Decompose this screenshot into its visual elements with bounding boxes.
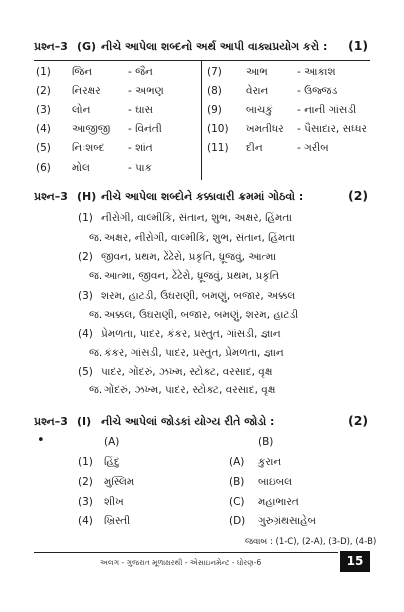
i-answer: જવાબ : (1-C), (2-A), (3-D), (4-B) xyxy=(245,537,377,547)
i-row-num: (1) xyxy=(78,456,93,468)
i-row-key: (B) xyxy=(229,476,245,488)
i-row-num: (4) xyxy=(78,515,93,527)
h-item-num: (1) xyxy=(78,212,93,224)
page-number: 15 xyxy=(340,551,370,572)
g-word: નિઃશબ્દ xyxy=(72,142,105,154)
g-word: જિન xyxy=(72,66,93,78)
h-item-num: (5) xyxy=(78,366,93,378)
table-top-rule xyxy=(34,60,370,61)
section-g-label: પ્રશ્ન–3 xyxy=(34,40,68,53)
g-word: વેરાન xyxy=(246,85,269,97)
g-meaning: - વિનંતી xyxy=(128,123,162,135)
g-num: (5) xyxy=(36,142,51,154)
g-meaning: - આકાશ xyxy=(297,66,336,78)
g-meaning: - પૈસાદાર, સધ્ધર xyxy=(297,123,367,135)
g-num: (9) xyxy=(207,104,222,116)
i-row-key: (A) xyxy=(229,456,245,468)
h-item-question: શરમ, હાટડી, ઉઘરાણી, બમણું, બજાર, અક્કલ xyxy=(101,290,296,302)
section-i-label: પ્રશ્ન–3 xyxy=(34,415,68,428)
g-num: (4) xyxy=(36,123,51,135)
g-num: (1) xyxy=(36,66,51,78)
g-word: મોલ xyxy=(72,162,90,174)
h-item-num: (2) xyxy=(78,251,93,263)
g-num: (8) xyxy=(207,85,222,97)
i-row-left: હિંદુ xyxy=(104,456,120,468)
section-h-code: (H) xyxy=(77,190,97,203)
h-item-answer: કંકર, ગાંસડી, પાદર, પ્રસ્તુત, પ્રેમળતા, જ્ઞાન xyxy=(104,347,284,359)
section-i-marks: (2) xyxy=(348,413,369,428)
table-divider xyxy=(201,60,202,180)
h-answer-prefix: જ. xyxy=(89,232,103,244)
i-row-right: મહાભારત xyxy=(258,496,299,508)
g-meaning: - નાની ગાંસડી xyxy=(297,104,357,116)
g-word: આજીજી xyxy=(72,123,111,135)
section-i-code: (I) xyxy=(77,415,92,428)
footer-text: અલગ - ગુજરાત મૂળાક્ષરથી - એસાઇનમેન્ટ - ધોરણ-6 xyxy=(100,558,262,567)
h-answer-prefix: જ. xyxy=(89,347,103,359)
section-g-marks: (1) xyxy=(348,38,369,53)
section-h-title: નીચે આપેલા શબ્દોને કક્કાવારી ક્રમમાં ગોઠવો : xyxy=(101,190,304,203)
g-num: (2) xyxy=(36,85,51,97)
g-meaning: - અભણ xyxy=(128,85,164,97)
h-answer-prefix: જ. xyxy=(89,384,103,396)
h-item-question: પાદર, ગોંદરું, ઝખ્મ, સ્ટોક્ટ, વરસાદ, વૃક્ષ xyxy=(101,366,273,378)
h-item-question: પ્રેમળતા, પાદર, કંકર, પ્રસ્તુત, ગાંસડી, જ્ઞાન xyxy=(101,328,281,340)
i-row-right: ગુરુગ્રંથસાહેબ xyxy=(258,515,317,527)
h-answer-prefix: જ. xyxy=(89,309,103,321)
g-word: ખમતીધર xyxy=(246,123,284,135)
column-a-header: (A) xyxy=(104,436,120,448)
g-word: દીન xyxy=(246,142,263,154)
h-item-answer: ગોંદરું, ઝખ્મ, પાદર, સ્ટોક્ટ, વરસાદ, વૃક્ષ xyxy=(104,384,276,396)
h-answer-prefix: જ. xyxy=(89,270,103,282)
h-item-num: (3) xyxy=(78,290,93,302)
g-meaning: - શાંત xyxy=(128,142,153,154)
g-meaning: - જૈન xyxy=(128,66,153,78)
h-item-answer: અક્કલ, ઉઘરાણી, બજાર, બમણું, શરમ, હાટડી xyxy=(104,309,299,321)
g-word: બાચકું xyxy=(246,104,273,116)
h-item-answer: અક્ષર, નીરોગી, વાલ્મીકિ, શુભ, સંતાન, હિંમતા xyxy=(104,232,295,244)
h-item-num: (4) xyxy=(78,328,93,340)
i-row-left: ખ્રિસ્તી xyxy=(104,515,131,527)
section-h-label: પ્રશ્ન–3 xyxy=(34,190,68,203)
g-meaning: - ગરીબ xyxy=(297,142,329,154)
h-item-question: નીરોગી, વાલ્મીકિ, સંતાન, શુભ, અક્ષર, હિંમતા xyxy=(101,212,292,224)
g-meaning: - ઘાસ xyxy=(128,104,154,116)
i-row-right: બાઇબલ xyxy=(258,476,293,488)
g-word: નિરક્ષર xyxy=(72,85,101,97)
i-row-left: મુસ્લિમ xyxy=(104,476,135,488)
i-row-left: શીખ xyxy=(104,496,124,508)
g-word: આભ xyxy=(246,66,268,78)
i-row-key: (C) xyxy=(229,496,245,508)
section-g-code: (G) xyxy=(77,40,97,53)
i-row-right: કુરાન xyxy=(258,456,282,468)
g-num: (7) xyxy=(207,66,222,78)
h-item-question: જીવન, પ્રથમ, ઢેંઢેરો, પ્રકૃતિ, ધ્રૂજવું, આત્મા xyxy=(101,251,277,263)
i-row-num: (2) xyxy=(78,476,93,488)
g-num: (11) xyxy=(207,142,229,154)
g-meaning: - પાક xyxy=(128,162,152,174)
g-num: (6) xyxy=(36,162,51,174)
h-item-answer: આત્મા, જીવન, ઢેંઢેરો, ધ્રૂજવું, પ્રથમ, પ્રકૃતિ xyxy=(104,270,280,282)
bullet-icon: • xyxy=(37,433,45,448)
section-i-title: નીચે આપેલાં જોડકાં યોગ્ય રીતે જોડો : xyxy=(101,415,275,428)
g-word: લોન xyxy=(72,104,91,116)
g-num: (3) xyxy=(36,104,51,116)
i-row-key: (D) xyxy=(229,515,246,527)
section-g-title: નીચે આપેલા શબ્દનો અર્થ આપી વાક્યપ્રયોગ કરો : xyxy=(101,40,328,53)
section-h-marks: (2) xyxy=(348,188,369,203)
g-meaning: - ઉજ્જડ xyxy=(297,85,338,97)
i-row-num: (3) xyxy=(78,496,93,508)
g-num: (10) xyxy=(207,123,229,135)
column-b-header: (B) xyxy=(258,436,274,448)
footer-rule xyxy=(34,552,338,553)
